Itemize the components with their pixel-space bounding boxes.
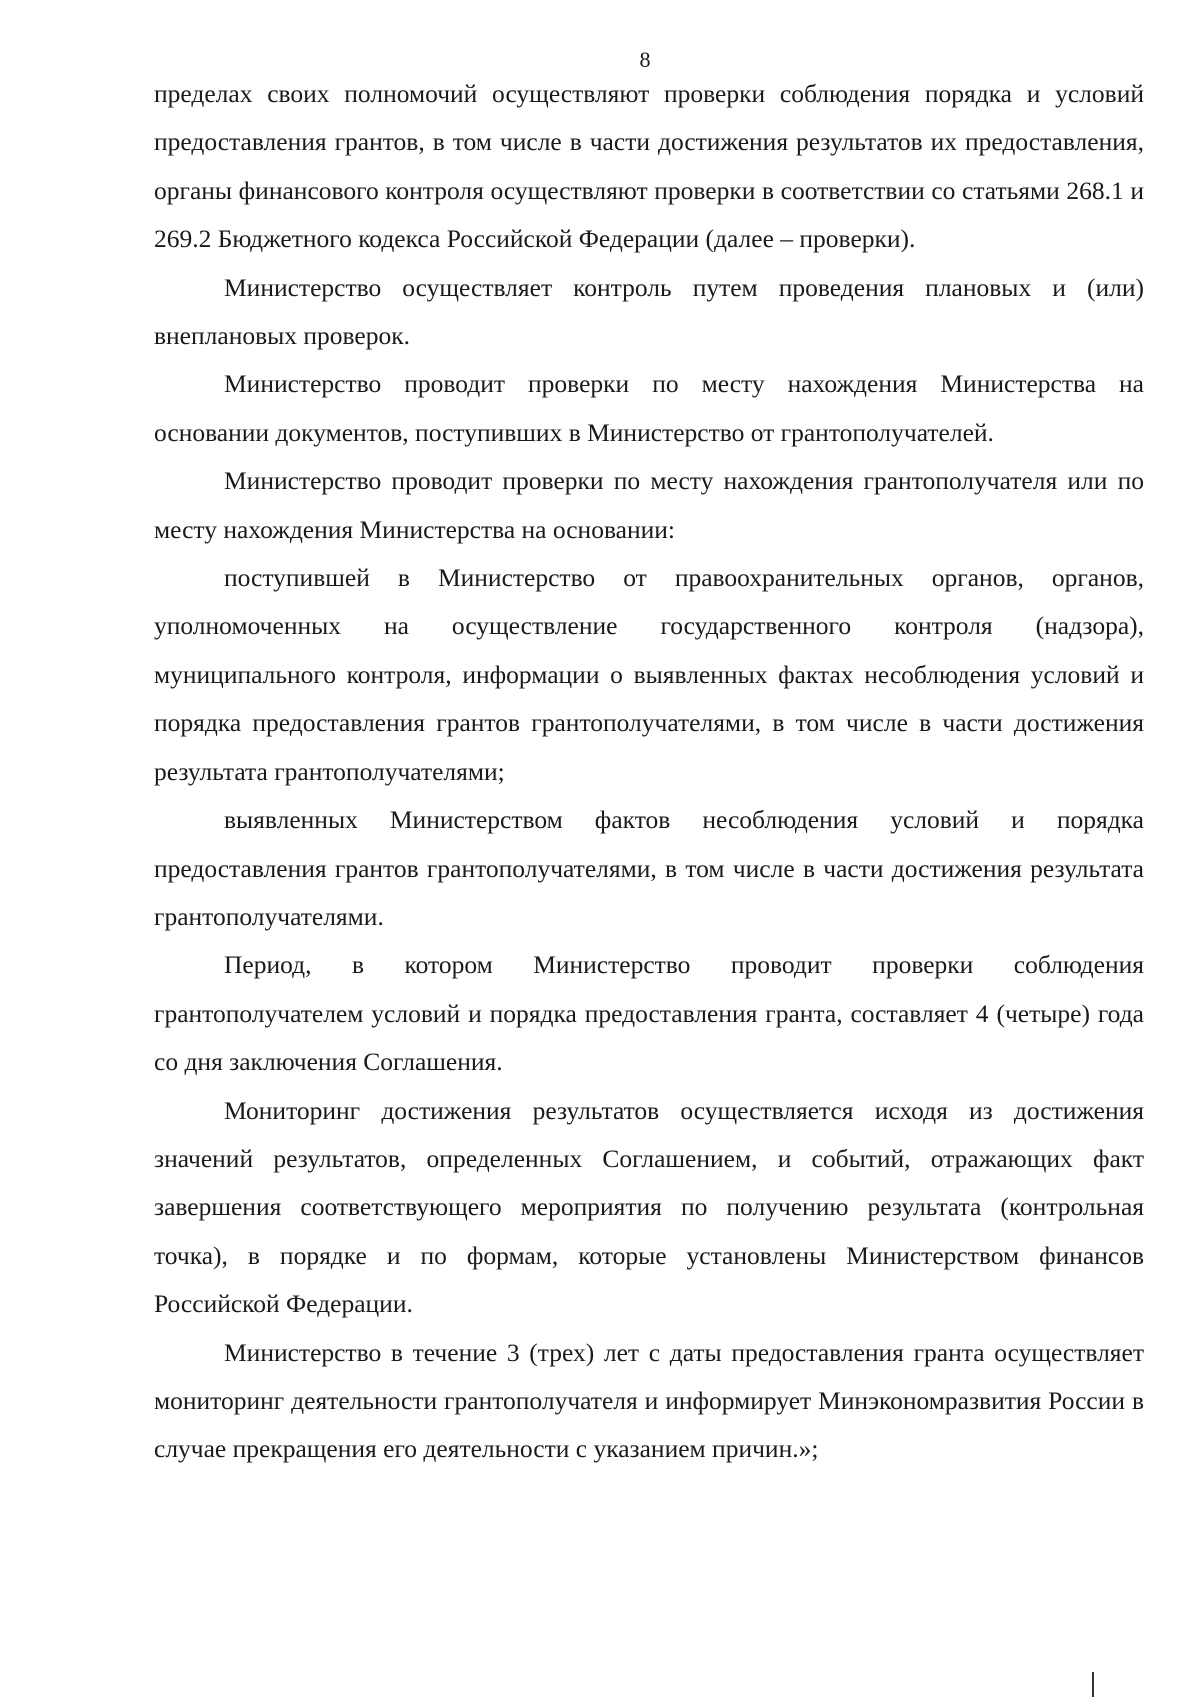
paragraph-continuation: пределах своих полномочий осуществляют проверки соблюдения порядка и условий предоставления грантов, в том числе в части достижения результатов их предоставления, органы финансового контроля осуществляют проверки в соответствии со статьями 268.1 и 269.2 Бюджетного кодекса Российской Федерации (далее – проверки). xyxy=(154,79,1144,254)
paragraph-audit-period: Период, в котором Министерство проводит проверки соблюдения грантополучателем условий и порядка предоставления гранта, составляет 4 (четыре) года со дня заключения Соглашения. xyxy=(154,950,1144,1077)
paragraph-ground-external-info: поступившей в Министерство от правоохранительных органов, органов, уполномоченных на осуществление государственного контроля (надзора), муниципального контроля, информации о выявленных фактах несоблюдения условий и порядка предоставления грантов грантополучателями, в том числе в части достижения результата грантополучателями; xyxy=(154,563,1144,786)
document-body xyxy=(154,70,1144,1474)
scan-edge-mark xyxy=(1092,1672,1094,1697)
paragraph-activity-monitoring: Министерство в течение 3 (трех) лет с даты предоставления гранта осуществляет мониторинг деятельности грантополучателя и информирует Минэкономразвития России в случае прекращения его деятельности с указанием причин.»; xyxy=(154,1337,1144,1464)
page-number: 8 xyxy=(639,47,651,72)
paragraph-ground-detected-facts: выявленных Министерством фактов несоблюдения условий и порядка предоставления грантов грантополучателями, в том числе в части достижения результата грантополучателями. xyxy=(154,805,1144,931)
paragraph-control-method: Министерство осуществляет контроль путем проведения плановых и (или) внеплановых проверок. xyxy=(154,272,1144,351)
paragraph-desk-audit: Министерство проводит проверки по месту нахождения Министерства на основании документов, поступивших в Министерство от грантополучателей. xyxy=(154,369,1144,447)
paragraph-audit-grounds: Министерство проводит проверки по месту нахождения грантополучателя или по месту нахождения Министерства на основании: xyxy=(154,466,1144,544)
paragraph-monitoring: Мониторинг достижения результатов осуществляется исходя из достижения значений результатов, определенных Соглашением, и событий, отражающих факт завершения соответствующего мероприятия по получению результата (контрольная точка), в порядке и по формам, которые установлены Министерством финансов Российской Федерации. xyxy=(154,1095,1144,1319)
